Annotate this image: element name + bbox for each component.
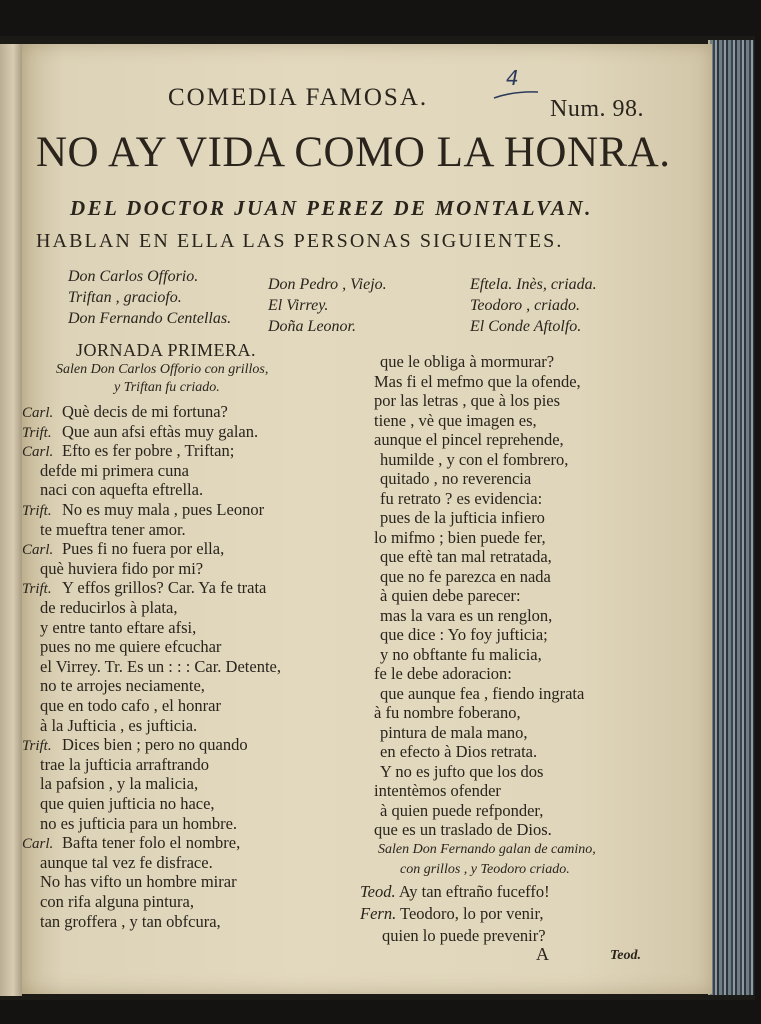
verse-line <box>22 480 203 500</box>
verse-text: de reducirlos à plata, <box>40 598 178 617</box>
page-stack-edge <box>708 40 754 995</box>
verse-line <box>22 892 194 912</box>
verse-line <box>22 755 209 775</box>
persona: Doña Leonor. <box>268 318 357 335</box>
verse-text: à la Jufticia , es jufticia. <box>40 715 198 735</box>
persona: Eftela. Inès, criada. <box>470 276 597 293</box>
persona: Triftan , graciofo. <box>68 289 182 306</box>
verse-text: no te arrojes neciamente, <box>40 676 205 696</box>
verse-line <box>22 559 203 579</box>
verse-line <box>22 735 248 755</box>
verse-line: à quien puede refponder, <box>380 800 544 820</box>
handwritten-number: 4 <box>506 66 519 90</box>
verse-text: No has vifto un hombre mirar <box>40 872 237 892</box>
verse-line <box>22 774 198 794</box>
speaker: Teod. <box>360 882 396 901</box>
verse-line <box>22 716 197 736</box>
verse-text: Dices bien ; pero no quando <box>62 735 248 755</box>
number-header: Num. 98. <box>550 96 644 122</box>
verse-line: Mas fi el mefmo que la ofende, <box>374 371 581 391</box>
persona: Don Pedro , Viejo. <box>268 276 387 293</box>
comedia-famosa-header: COMEDIA FAMOSA. <box>168 84 429 111</box>
persona: Don Fernando Centellas. <box>68 310 232 327</box>
speaker: Carl. <box>22 405 54 421</box>
verse-text: Teodoro, lo por venir, <box>400 904 544 923</box>
author-line: DEL DOCTOR JUAN PEREZ DE MONTALVAN. <box>70 196 593 220</box>
verse-line <box>22 696 221 716</box>
verse-line: humilde , y con el fombrero, <box>380 449 569 469</box>
verse-text: Pues fi no fuera por ella, <box>62 539 225 559</box>
personas-column-2 <box>268 274 387 337</box>
verse-text: que quien jufticia no hace, <box>40 794 215 813</box>
stage-direction: y Triftan fu criado. <box>114 380 220 395</box>
verse-line <box>360 904 543 924</box>
verse-line <box>22 676 205 696</box>
handwritten-stroke <box>492 88 540 102</box>
verse-line <box>22 500 264 520</box>
verse-line: en efecto à Dios retrata. <box>380 742 538 761</box>
verse-line <box>22 598 177 618</box>
verse-line <box>22 814 237 834</box>
verse-line <box>22 441 234 461</box>
verse-text: Y effos grillos? Car. Ya fe trata <box>62 578 267 598</box>
persona: El Virrey. <box>268 297 329 314</box>
verse-line: por las letras , que à los pies <box>374 391 561 410</box>
verse-text: Bafta tener folo el nombre, <box>62 833 241 853</box>
personas-heading: HABLAN EN ELLA LAS PERSONAS SIGUIENTES. <box>36 230 564 252</box>
verse-line: que eftè tan mal retratada, <box>380 547 552 566</box>
verse-line <box>22 618 196 638</box>
verse-line: quien lo puede prevenir? <box>382 926 546 945</box>
stage-direction: Salen Don Fernando galan de camino, <box>378 842 596 857</box>
verse-line <box>22 637 221 657</box>
verse-text: Ay tan eftraño fuceffo! <box>398 882 550 901</box>
verse-line <box>22 461 189 481</box>
verse-text: con rifa alguna pintura, <box>40 892 194 911</box>
verse-line <box>22 402 228 422</box>
verse-line <box>22 912 221 932</box>
verse-text: te mueftra tener amor. <box>40 519 186 539</box>
speaker: Trift. <box>22 424 52 441</box>
verse-line <box>22 422 258 442</box>
speaker: Trift. <box>22 503 52 519</box>
verse-line <box>22 853 213 873</box>
verse-line <box>22 794 215 814</box>
verse-line: tiene , vè que imagen es, <box>374 410 537 430</box>
verse-line: pintura de mala mano, <box>380 722 528 742</box>
verse-line: y no obftante fu malicia, <box>380 644 542 664</box>
verse-line: que dice : Yo foy jufticia; <box>380 625 548 644</box>
jornada-heading: JORNADA PRIMERA. <box>76 340 257 360</box>
verse-text: y entre tanto eftare afsi, <box>40 617 197 637</box>
verse-line <box>22 578 266 598</box>
verse-line: que no fe parezca en nada <box>380 566 551 586</box>
play-title: NO AY VIDA COMO LA HONRA. <box>36 129 671 176</box>
speaker: Trift. <box>22 581 52 598</box>
personas-column-3 <box>470 274 597 337</box>
verse-line: que le obliga à mormurar? <box>380 352 555 371</box>
stage-direction: Salen Don Carlos Offorio con grillos, <box>56 362 269 377</box>
verse-text: trae la jufticia arraftrando <box>40 754 210 774</box>
verse-text: el Virrey. Tr. Es un : : : Car. Detente, <box>40 656 281 676</box>
speaker: Carl. <box>22 542 54 559</box>
verse-line <box>360 882 550 902</box>
verse-line: à fu nombre foberano, <box>374 703 521 722</box>
verse-text: pues no me quiere efcuchar <box>40 637 222 657</box>
verse-line <box>22 657 281 677</box>
verse-text: la pafsion , y la malicia, <box>40 774 199 794</box>
personas-column-1 <box>68 266 231 329</box>
verse-line: quitado , no reverencia <box>380 469 532 488</box>
catchword: Teod. <box>610 948 641 963</box>
verse-text: no es jufticia para un hombre. <box>40 813 238 833</box>
stage-direction: con grillos , y Teodoro criado. <box>400 862 570 877</box>
verse-text: naci con aquefta eftrella. <box>40 480 204 500</box>
speaker: Fern. <box>360 904 397 923</box>
verse-line: lo mifmo ; bien puede fer, <box>374 527 546 547</box>
verse-line: aunque el pincel reprehende, <box>374 430 564 449</box>
persona: Don Carlos Offorio. <box>68 268 199 285</box>
verse-text: que en todo cafo , el honrar <box>40 696 221 715</box>
verse-line <box>22 833 240 853</box>
left-page-edge <box>0 44 22 996</box>
verse-text: què huviera fido por mi? <box>40 558 204 578</box>
verse-line: à quien debe parecer: <box>380 586 521 605</box>
signature-mark: A <box>536 944 549 964</box>
verse-line <box>22 872 237 892</box>
verse-line <box>22 539 224 559</box>
verse-line: Y no es jufto que los dos <box>380 761 544 781</box>
verse-text: defde mi primera cuna <box>40 460 189 480</box>
verse-line: fu retrato ? es evidencia: <box>380 488 543 508</box>
verse-line: mas la vara es un renglon, <box>380 605 553 625</box>
verse-text: tan groffera , y tan obfcura, <box>40 911 221 931</box>
verse-line: intentèmos ofender <box>374 781 501 800</box>
verse-line: fe le debe adoracion: <box>374 664 512 683</box>
verse-text: aunque tal vez fe disfrace. <box>40 852 213 872</box>
persona: Teodoro , criado. <box>470 297 580 314</box>
verse-text: No es muy mala , pues Leonor <box>62 500 265 519</box>
speaker: Trift. <box>22 738 52 755</box>
verse-text: Què decis de mi fortuna? <box>62 402 228 421</box>
verse-text: Que aun afsi eftàs muy galan. <box>62 421 259 441</box>
verse-text: Efto es fer pobre , Triftan; <box>62 441 235 461</box>
speaker: Carl. <box>22 444 54 461</box>
verse-line: que aunque fea , fiendo ingrata <box>380 683 585 703</box>
verse-line: pues de la jufticia infiero <box>380 508 545 527</box>
speaker: Carl. <box>22 836 54 853</box>
verse-line <box>22 520 186 540</box>
persona: El Conde Aftolfo. <box>470 318 582 335</box>
page <box>22 44 712 994</box>
verse-line: que es un traslado de Dios. <box>374 820 552 839</box>
